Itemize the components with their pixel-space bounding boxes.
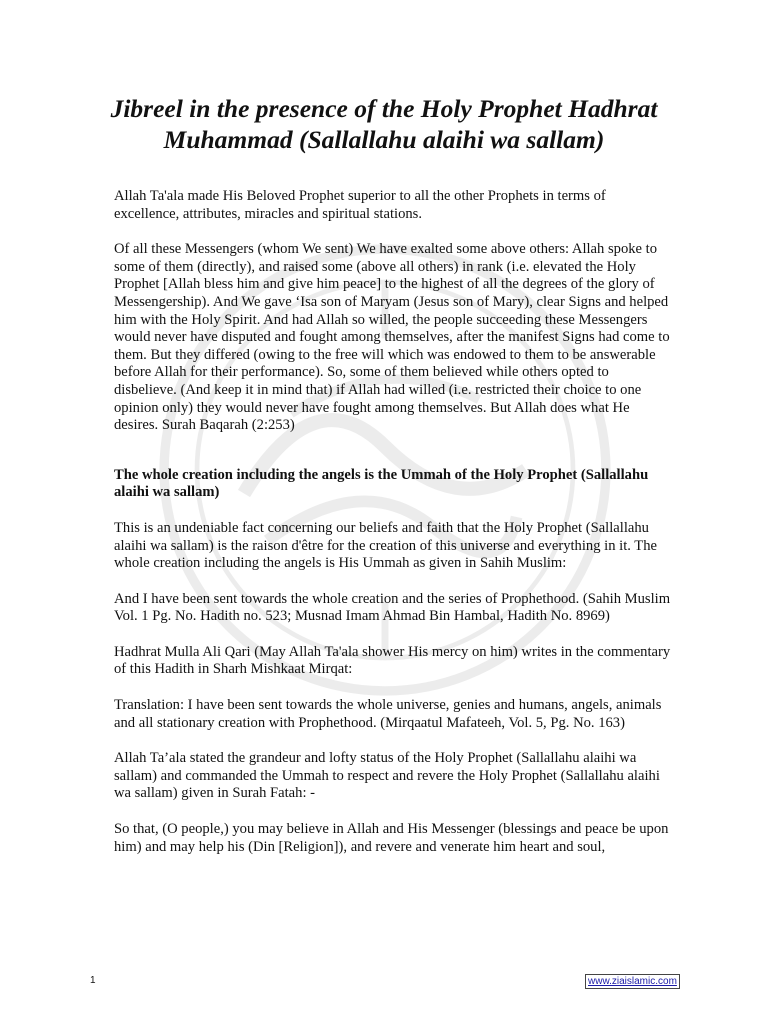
quran-quote-paragraph: So that, (O people,) you may believe in Allah and His Messenger (blessings and peace be upon him) and may help his (Din [Religion]), and revere and venerate him heart and soul, — [114, 821, 669, 855]
translation-paragraph: Translation: I have been sent towards the whole universe, genies and humans, angels, animals and all stationary creation with Prophethood. (Mirqaatul Mafateeh, Vol. 5, Pg. No. 163) — [114, 697, 662, 731]
document-body — [114, 188, 674, 874]
document-title: Jibreel in the presence of the Holy Prophet Hadhrat Muhammad (Sallallahu alaihi wa sallam) — [110, 94, 658, 154]
body-paragraph: Allah Ta’ala stated the grandeur and lofty status of the Holy Prophet (Sallallahu alaihi wa sallam) and commanded the Ummah to respect and revere the Holy Prophet (Sallallahu alaihi wa sallam) given in Surah Fatah: - — [114, 750, 660, 802]
section-heading: The whole creation including the angels is the Ummah of the Holy Prophet (Sallallahu alaihi wa sallam) — [114, 466, 649, 501]
hadith-paragraph: And I have been sent towards the whole creation and the series of Prophethood. (Sahih Muslim Vol. 1 Pg. No. Hadith no. 523; Musnad Imam Ahmad Bin Hambal, Hadith No. 8969) — [114, 590, 671, 625]
page-number: 1 — [90, 975, 96, 986]
intro-paragraph: Allah Ta'ala made His Beloved Prophet superior to all the other Prophets in terms of excellence, attributes, miracles and spiritual stations. — [114, 188, 606, 222]
quran-quote-paragraph: Of all these Messengers (whom We sent) We have exalted some above others: Allah spoke to some of them (directly), and raised some (above all others) in rank (i.e. elevated the Holy Prophet [Allah bless him and give him peace] to the highest of all the degrees of the glory of Messengership). And We gave ‘Isa son of Maryam (Jesus son of Mary), clear Signs and helped him with the Holy Spirit. And had Allah so willed, the people succeeding these Messengers would never have disputed and fought among themselves, after the manifest Signs had come to them. But they differed (owing to the free will which was endowed to them to be answerable before Allah for their performance). So, some of them believed while others opted to disbelieve. (And keep it in mind that) if Allah had willed (i.e. restricted their choice to one opinion only) they would never have fought among themselves. But Allah does what He desires. Surah Baqarah (2:253) — [114, 241, 670, 434]
body-paragraph: This is an undeniable fact concerning our beliefs and faith that the Holy Prophet (Sallallahu alaihi wa sallam) is the raison d'être for the creation of this universe and everything in it. The whole creation including the angels is His Ummah as given in Sahih Muslim: — [114, 519, 657, 572]
website-link[interactable]: www.ziaislamic.com — [585, 974, 680, 989]
body-paragraph: Hadhrat Mulla Ali Qari (May Allah Ta'ala shower His mercy on him) writes in the commentary of this Hadith in Sharh Mishkaat Mirqat: — [114, 643, 671, 678]
